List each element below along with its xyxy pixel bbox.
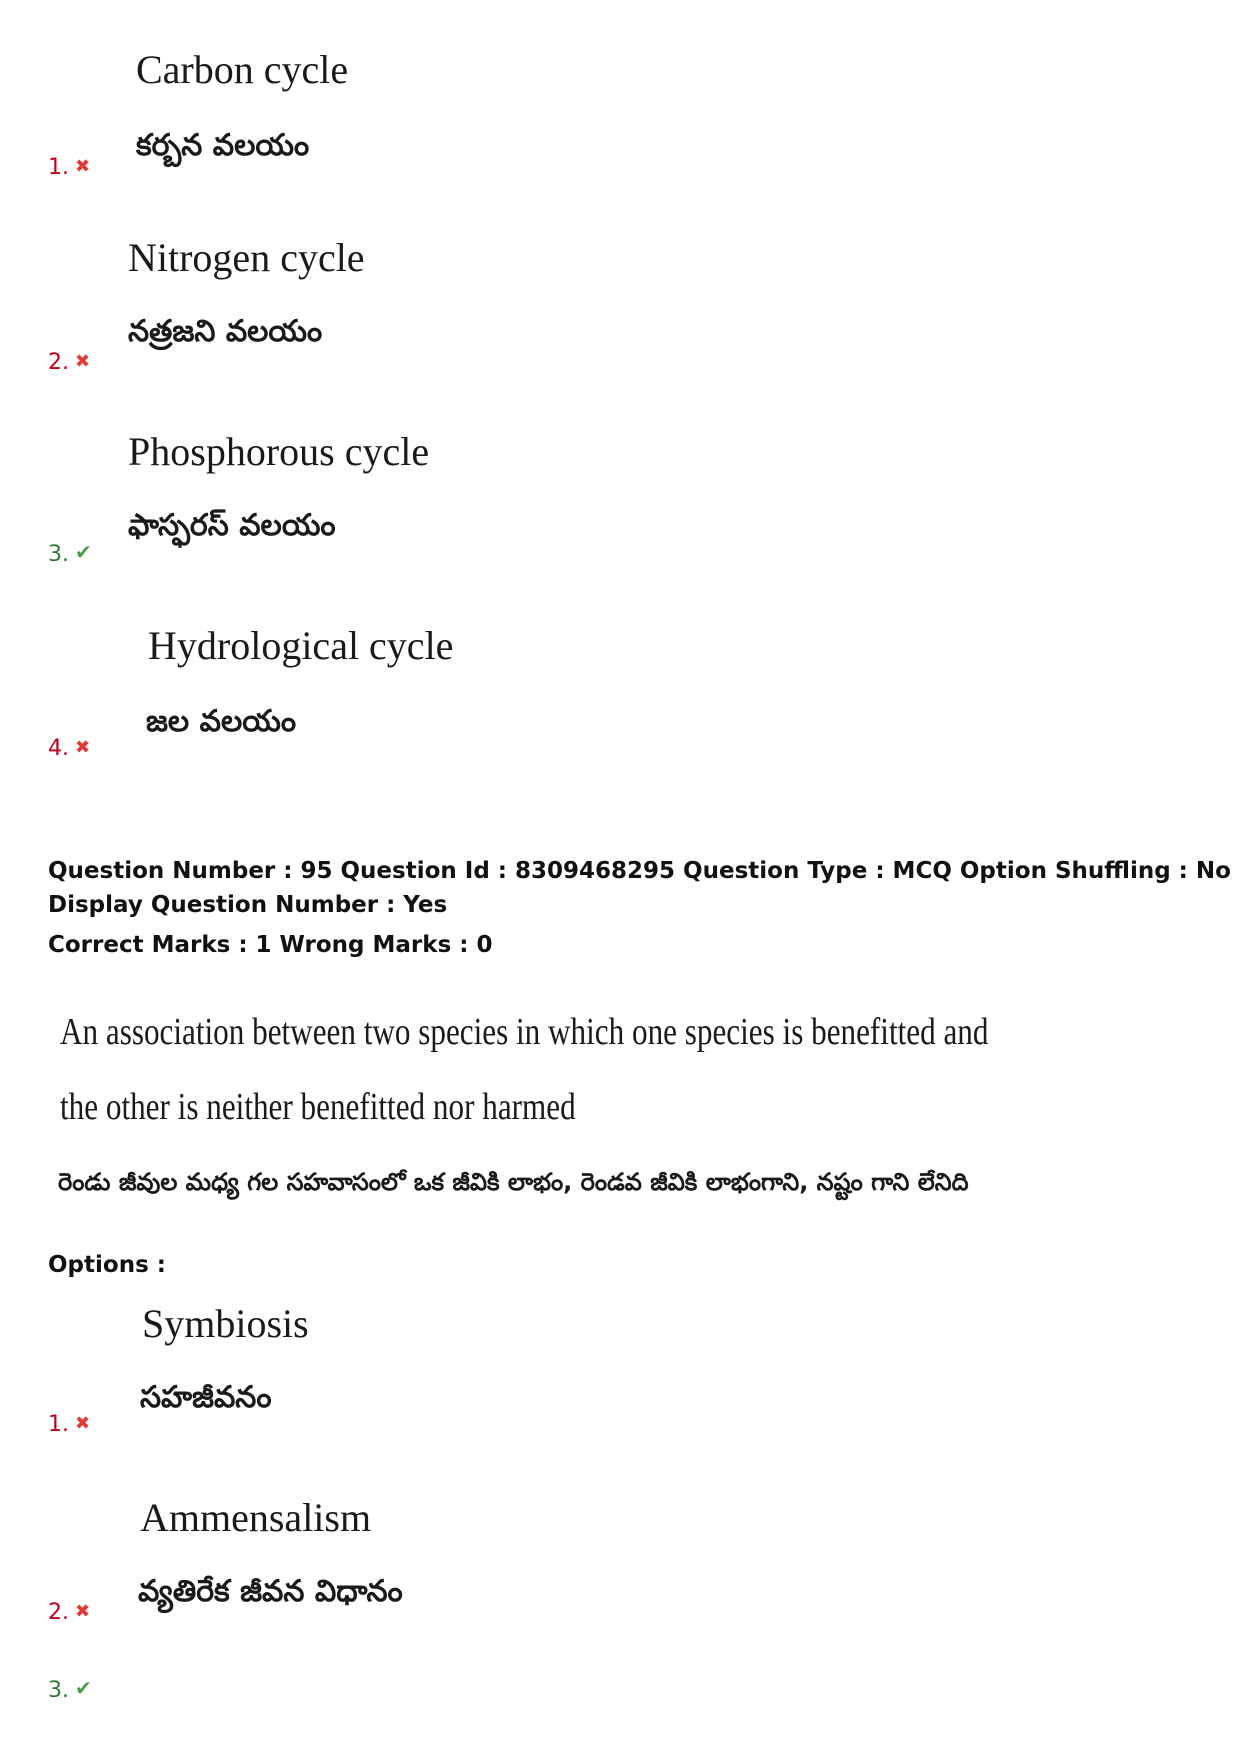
prev-option-2-telugu: నత్రజని వలయం [128, 314, 323, 349]
wrong-mark-icon: ✖ [75, 351, 91, 372]
prev-option-2-number [48, 350, 90, 375]
question-text-english-line2: the other is neither benefitted nor harmed [60, 1086, 576, 1128]
display-question-number: Display Question Number : Yes [48, 892, 448, 918]
wrong-mark-icon: ✖ [75, 1413, 91, 1434]
prev-option-2-english: Nitrogen cycle [128, 235, 365, 280]
option-1-telugu: సహజీవనం [140, 1380, 272, 1415]
options-label: Options : [48, 1252, 166, 1278]
wrong-mark-icon: ✖ [75, 1601, 91, 1622]
option-number: 2. [48, 1600, 69, 1625]
option-number: 3. [48, 1678, 69, 1703]
prev-option-3-english: Phosphorous cycle [128, 429, 430, 474]
check-mark-icon: ✔ [75, 540, 92, 564]
wrong-mark-icon: ✖ [75, 737, 91, 758]
question-meta-line: Question Number : 95 Question Id : 8309468295 Question Type : MCQ Option Shuffling : No [48, 858, 1231, 884]
prev-option-3-telugu: ఫాస్ఫరస్ వలయం [128, 508, 336, 543]
option-number: 1. [48, 155, 69, 180]
prev-option-4-number [48, 736, 90, 761]
prev-option-1-number [48, 155, 90, 180]
question-text-english-line1: An association between two species in which one species is benefitted and [60, 1011, 989, 1053]
check-mark-icon: ✔ [75, 1676, 92, 1700]
marks-info: Correct Marks : 1 Wrong Marks : 0 [48, 932, 493, 958]
option-2-number [48, 1600, 90, 1625]
option-number: 4. [48, 736, 69, 761]
option-number: 2. [48, 350, 69, 375]
option-number: 3. [48, 542, 69, 567]
option-1-number [48, 1412, 90, 1437]
prev-option-4-english: Hydrological cycle [148, 623, 454, 668]
wrong-mark-icon: ✖ [75, 156, 91, 177]
question-text-telugu: రెండు జీవుల మధ్య గల సహవాసంలో ఒక జీవికి లాభం, రెండవ జీవికి లాభంగాని, నష్టం గాని లేనిది [58, 1168, 969, 1196]
option-1-english: Symbiosis [142, 1301, 309, 1346]
option-2-english: Ammensalism [140, 1495, 372, 1540]
option-2-telugu: వ్యతిరేక జీవన విధానం [138, 1574, 403, 1609]
prev-option-3-number [48, 540, 92, 567]
option-3-number [48, 1676, 92, 1703]
prev-option-4-telugu: జల వలయం [146, 704, 297, 739]
prev-option-1-telugu: కర్బన వలయం [136, 128, 310, 163]
option-number: 1. [48, 1412, 69, 1437]
prev-option-1-english: Carbon cycle [136, 47, 349, 92]
